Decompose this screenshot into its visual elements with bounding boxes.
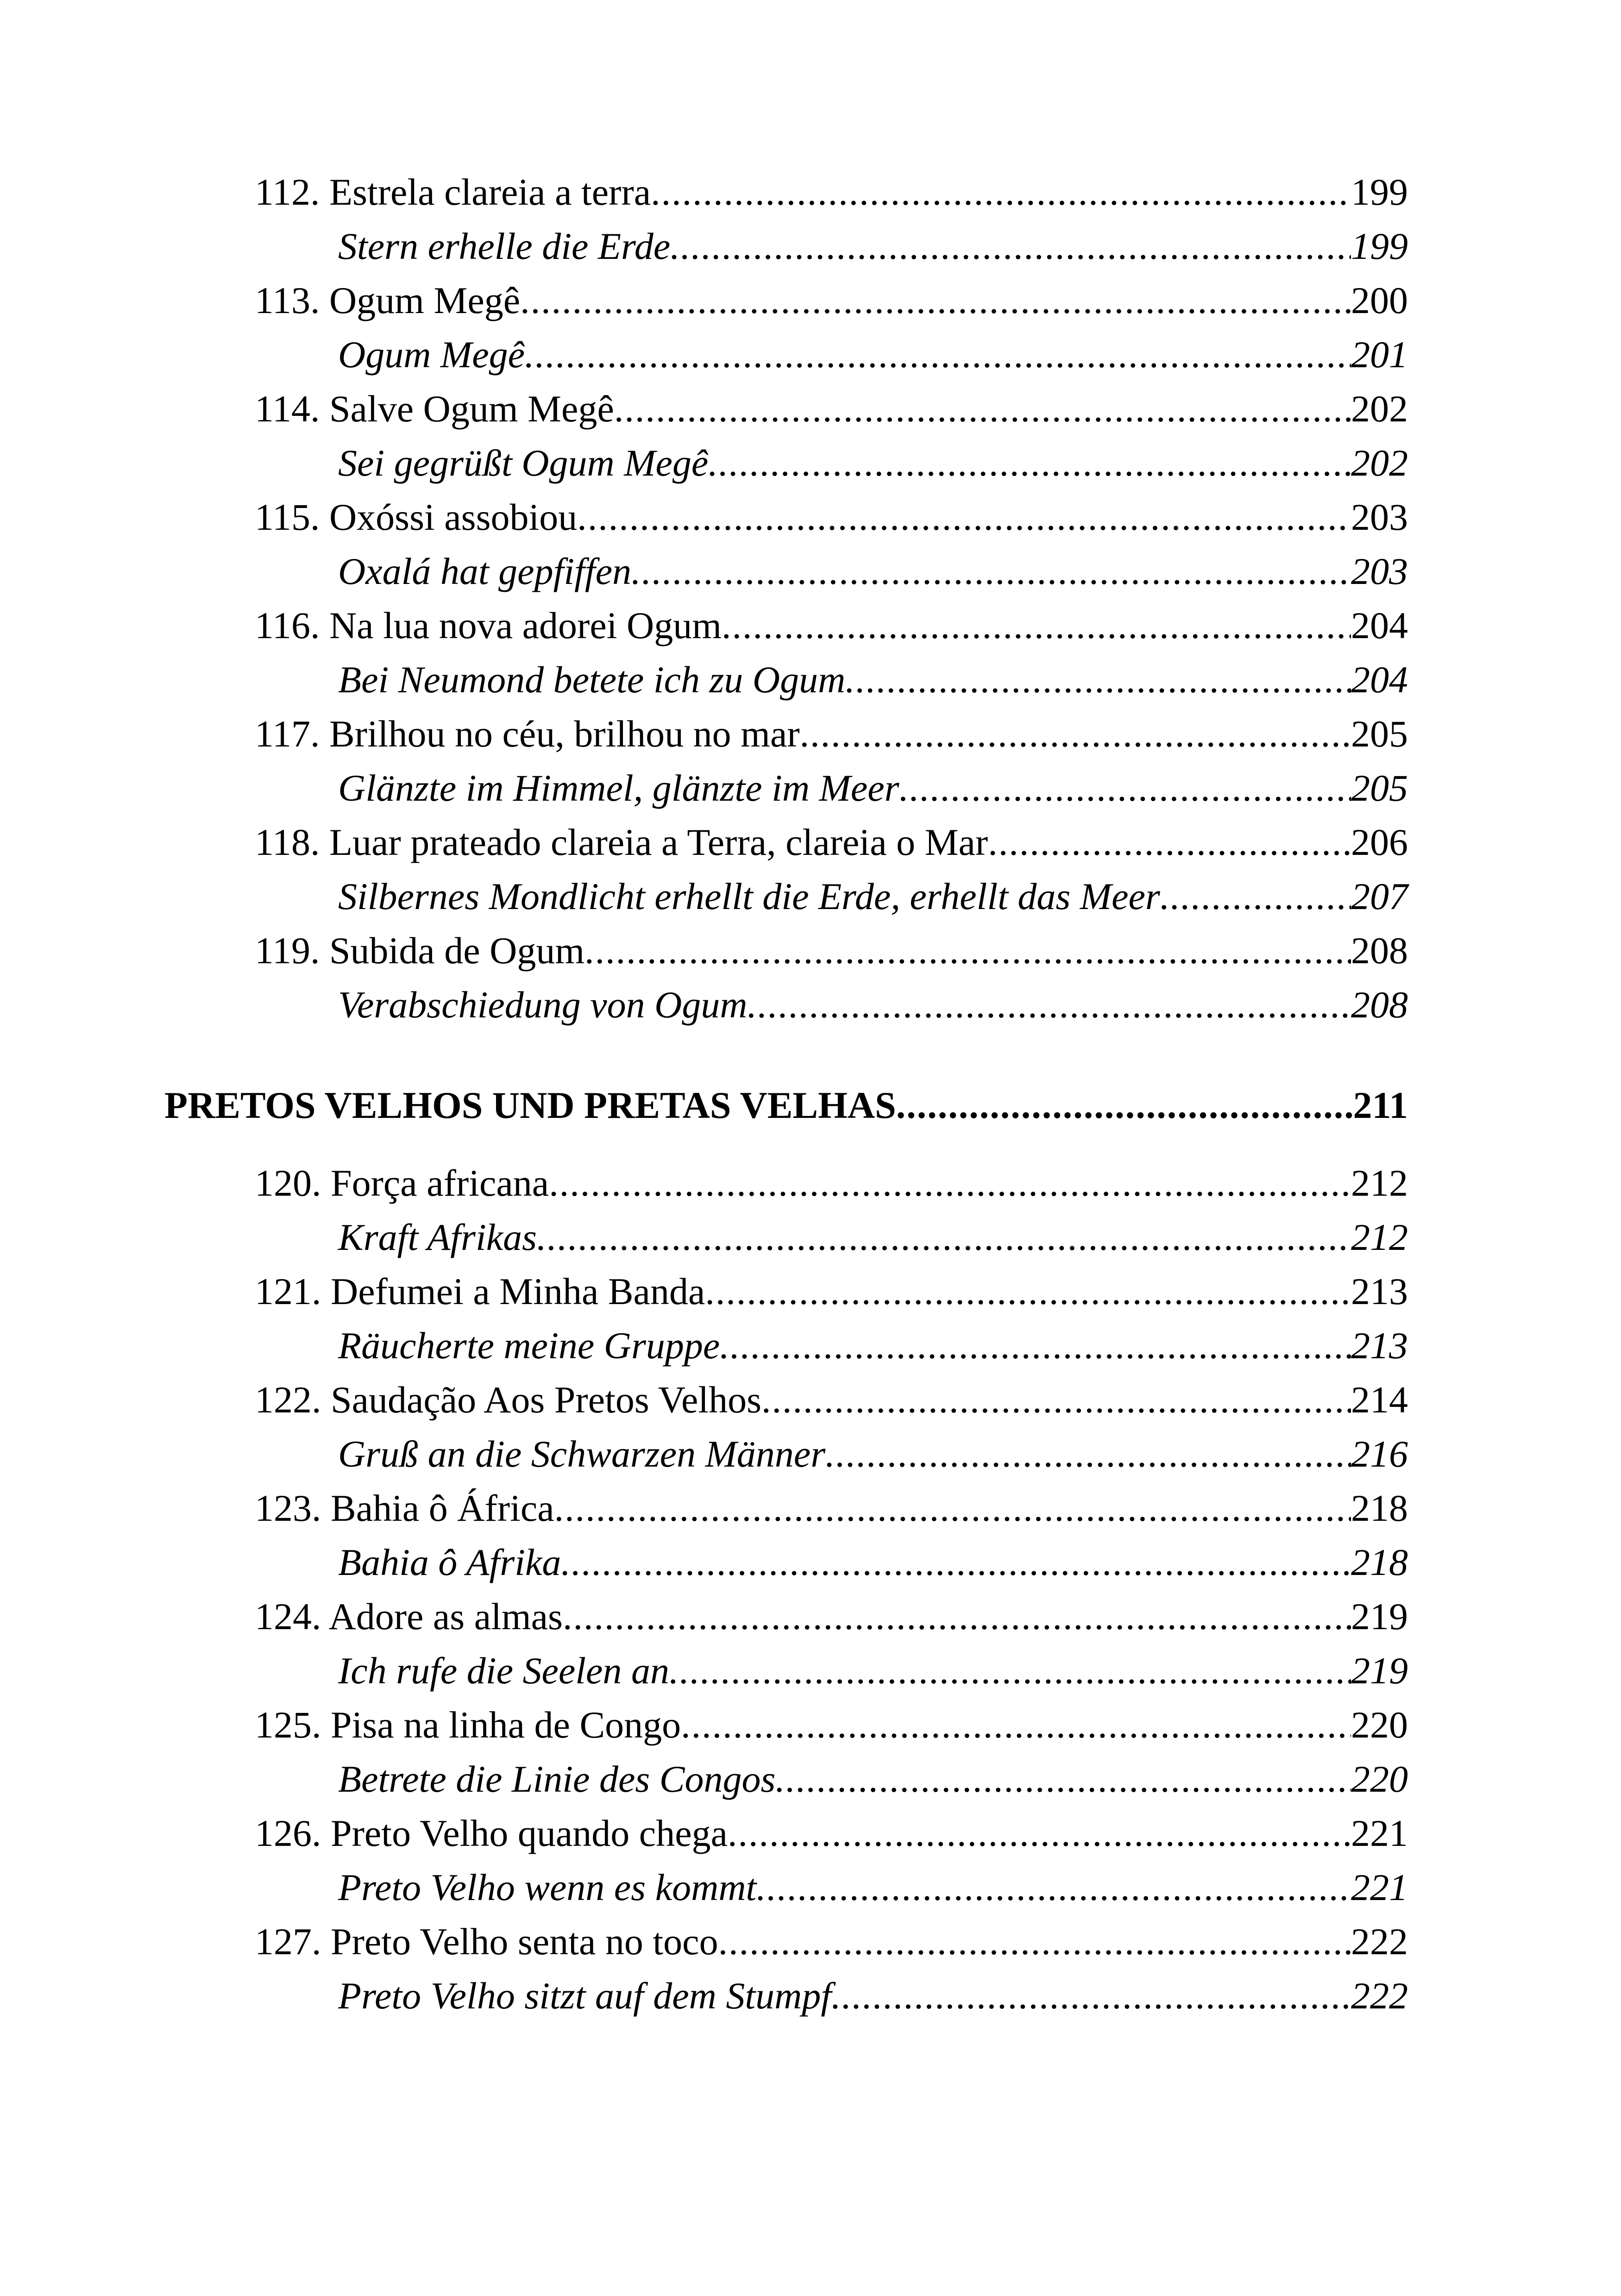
translation-title: Oxalá hat gepfiffen — [338, 550, 632, 592]
dot-leader — [549, 1158, 1351, 1209]
page-number: 213 — [1351, 1324, 1408, 1367]
page-number: 206 — [1351, 821, 1408, 863]
dot-leader — [708, 438, 1351, 489]
page-number: 220 — [1351, 1704, 1408, 1746]
translation-title: Räucherte meine Gruppe — [338, 1324, 720, 1367]
dot-leader — [669, 1645, 1351, 1696]
dot-leader — [748, 979, 1351, 1030]
toc-entry — [255, 275, 1408, 326]
dot-leader — [537, 1212, 1351, 1263]
dot-leader — [899, 763, 1351, 814]
translation-title: Bei Neumond betete ich zu Ogum — [338, 659, 846, 701]
page-number: 214 — [1351, 1379, 1408, 1421]
toc-translation — [338, 221, 1408, 272]
translation-title: Silbernes Mondlicht erhellt die Erde, erhellt das Meer — [338, 875, 1160, 917]
dot-leader — [831, 1970, 1351, 2021]
entry-title: 121. Defumei a Minha Banda — [255, 1270, 705, 1312]
toc-entry — [255, 492, 1408, 543]
dot-leader — [728, 1808, 1351, 1859]
toc-entry — [255, 167, 1408, 218]
dot-leader — [988, 817, 1351, 868]
entry-title: 127. Preto Velho senta no toco — [255, 1920, 718, 1963]
entry-title: 118. Luar prateado clareia a Terra, clareia o Mar — [255, 821, 988, 863]
dot-leader — [761, 1374, 1351, 1425]
toc-translation — [338, 979, 1408, 1030]
toc-translation — [338, 1862, 1408, 1913]
entry-title: 119. Subida de Ogum — [255, 929, 585, 972]
dot-leader — [563, 1591, 1351, 1642]
page-number: 205 — [1351, 713, 1408, 755]
toc-entry — [255, 600, 1408, 651]
page-number: 202 — [1351, 442, 1408, 484]
page-number: 204 — [1351, 604, 1408, 646]
dot-leader — [584, 925, 1351, 976]
dot-leader — [756, 1862, 1351, 1913]
dot-leader — [845, 654, 1351, 705]
dot-leader — [577, 492, 1351, 543]
toc-translation — [338, 654, 1408, 705]
dot-leader — [651, 167, 1351, 218]
toc-translation — [338, 1645, 1408, 1696]
entry-title: 116. Na lua nova adorei Ogum — [255, 604, 722, 646]
page-number: 208 — [1351, 984, 1408, 1026]
dot-leader — [561, 1537, 1351, 1588]
page-number: 199 — [1351, 171, 1408, 213]
toc-entry — [255, 1374, 1408, 1425]
toc-translation — [338, 1970, 1408, 2021]
toc-entry — [255, 1916, 1408, 1967]
page-number: 222 — [1351, 1920, 1408, 1963]
page-number: 221 — [1351, 1812, 1408, 1854]
toc-entry — [255, 1266, 1408, 1317]
translation-title: Stern erhelle die Erde — [338, 225, 671, 267]
dot-leader — [1160, 871, 1351, 922]
translation-title: Betrete die Linie des Congos — [338, 1758, 776, 1800]
page-number: 200 — [1351, 279, 1408, 321]
entry-title: 113. Ogum Megê — [255, 279, 521, 321]
dot-leader — [722, 600, 1351, 651]
section-title: PRETOS VELHOS UND PRETAS VELHAS — [164, 1084, 896, 1126]
dot-leader — [670, 221, 1351, 272]
toc-entry — [255, 1808, 1408, 1859]
translation-title: Verabschiedung von Ogum — [338, 984, 748, 1026]
translation-title: Ogum Megê — [338, 333, 525, 376]
page-number: 212 — [1351, 1216, 1408, 1258]
entry-title: 125. Pisa na linha de Congo — [255, 1704, 681, 1746]
toc-entry — [255, 1483, 1408, 1534]
dot-leader — [525, 329, 1351, 380]
entry-title: 122. Saudação Aos Pretos Velhos — [255, 1379, 762, 1421]
translation-title: Glänzte im Himmel, glänzte im Meer — [338, 767, 899, 809]
dot-leader — [775, 1754, 1351, 1805]
translation-title: Sei gegrüßt Ogum Megê — [338, 442, 709, 484]
page-number: 218 — [1351, 1487, 1408, 1529]
dot-leader — [720, 1320, 1351, 1371]
page-number: 207 — [1351, 875, 1408, 917]
dot-leader — [614, 383, 1351, 434]
translation-title: Preto Velho sitzt auf dem Stumpf — [338, 1975, 832, 2017]
entry-title: 115. Oxóssi assobiou — [255, 496, 578, 538]
dot-leader — [631, 546, 1351, 597]
dot-leader — [800, 709, 1351, 759]
page-number: 222 — [1351, 1975, 1408, 2017]
page-number: 213 — [1351, 1270, 1408, 1312]
dot-leader — [825, 1429, 1351, 1480]
toc-translation — [338, 1754, 1408, 1805]
entry-title: 117. Brilhou no céu, brilhou no mar — [255, 713, 800, 755]
page-number: 212 — [1351, 1162, 1408, 1204]
toc-entry — [255, 1158, 1408, 1209]
page-number: 208 — [1351, 929, 1408, 972]
page-number: 220 — [1351, 1758, 1408, 1800]
entry-title: 126. Preto Velho quando chega — [255, 1812, 728, 1854]
page-number: 202 — [1351, 388, 1408, 430]
entry-title: 123. Bahia ô África — [255, 1487, 554, 1529]
toc-entry — [255, 383, 1408, 434]
page-number: 204 — [1351, 659, 1408, 701]
page-number: 199 — [1351, 225, 1408, 267]
translation-title: Bahia ô Afrika — [338, 1541, 561, 1583]
toc-translation — [338, 329, 1408, 380]
page-number: 221 — [1351, 1866, 1408, 1908]
entry-title: 112. Estrela clareia a terra — [255, 171, 651, 213]
dot-leader — [520, 275, 1351, 326]
toc-entry — [255, 817, 1408, 868]
page-number: 205 — [1351, 767, 1408, 809]
toc-entry — [255, 709, 1408, 759]
toc-translation — [338, 438, 1408, 489]
dot-leader — [681, 1700, 1351, 1750]
page-number: 211 — [1353, 1084, 1408, 1126]
translation-title: Preto Velho wenn es kommt — [338, 1866, 757, 1908]
entry-title: 114. Salve Ogum Megê — [255, 388, 614, 430]
dot-leader — [554, 1483, 1351, 1534]
toc-translation — [338, 1320, 1408, 1371]
page-number: 218 — [1351, 1541, 1408, 1583]
page-number: 203 — [1351, 550, 1408, 592]
toc-entry — [255, 1700, 1408, 1750]
dot-leader — [705, 1266, 1351, 1317]
toc-translation — [338, 546, 1408, 597]
page-number: 216 — [1351, 1433, 1408, 1475]
translation-title: Gruß an die Schwarzen Männer — [338, 1433, 826, 1475]
translation-title: Ich rufe die Seelen an — [338, 1650, 669, 1692]
toc-translation — [338, 763, 1408, 814]
entry-title: 124. Adore as almas — [255, 1595, 563, 1637]
toc-entry — [255, 925, 1408, 976]
toc-translation — [338, 871, 1408, 922]
section-heading — [164, 1080, 1408, 1131]
toc-translation — [338, 1537, 1408, 1588]
translation-title: Kraft Afrikas — [338, 1216, 537, 1258]
dot-leader — [896, 1080, 1353, 1131]
toc-translation — [338, 1429, 1408, 1480]
entry-title: 120. Força africana — [255, 1162, 549, 1204]
toc-translation — [338, 1212, 1408, 1263]
dot-leader — [718, 1916, 1351, 1967]
page-number: 203 — [1351, 496, 1408, 538]
page-number: 219 — [1351, 1595, 1408, 1637]
page-number: 201 — [1351, 333, 1408, 376]
toc-entry — [255, 1591, 1408, 1642]
page-number: 219 — [1351, 1650, 1408, 1692]
